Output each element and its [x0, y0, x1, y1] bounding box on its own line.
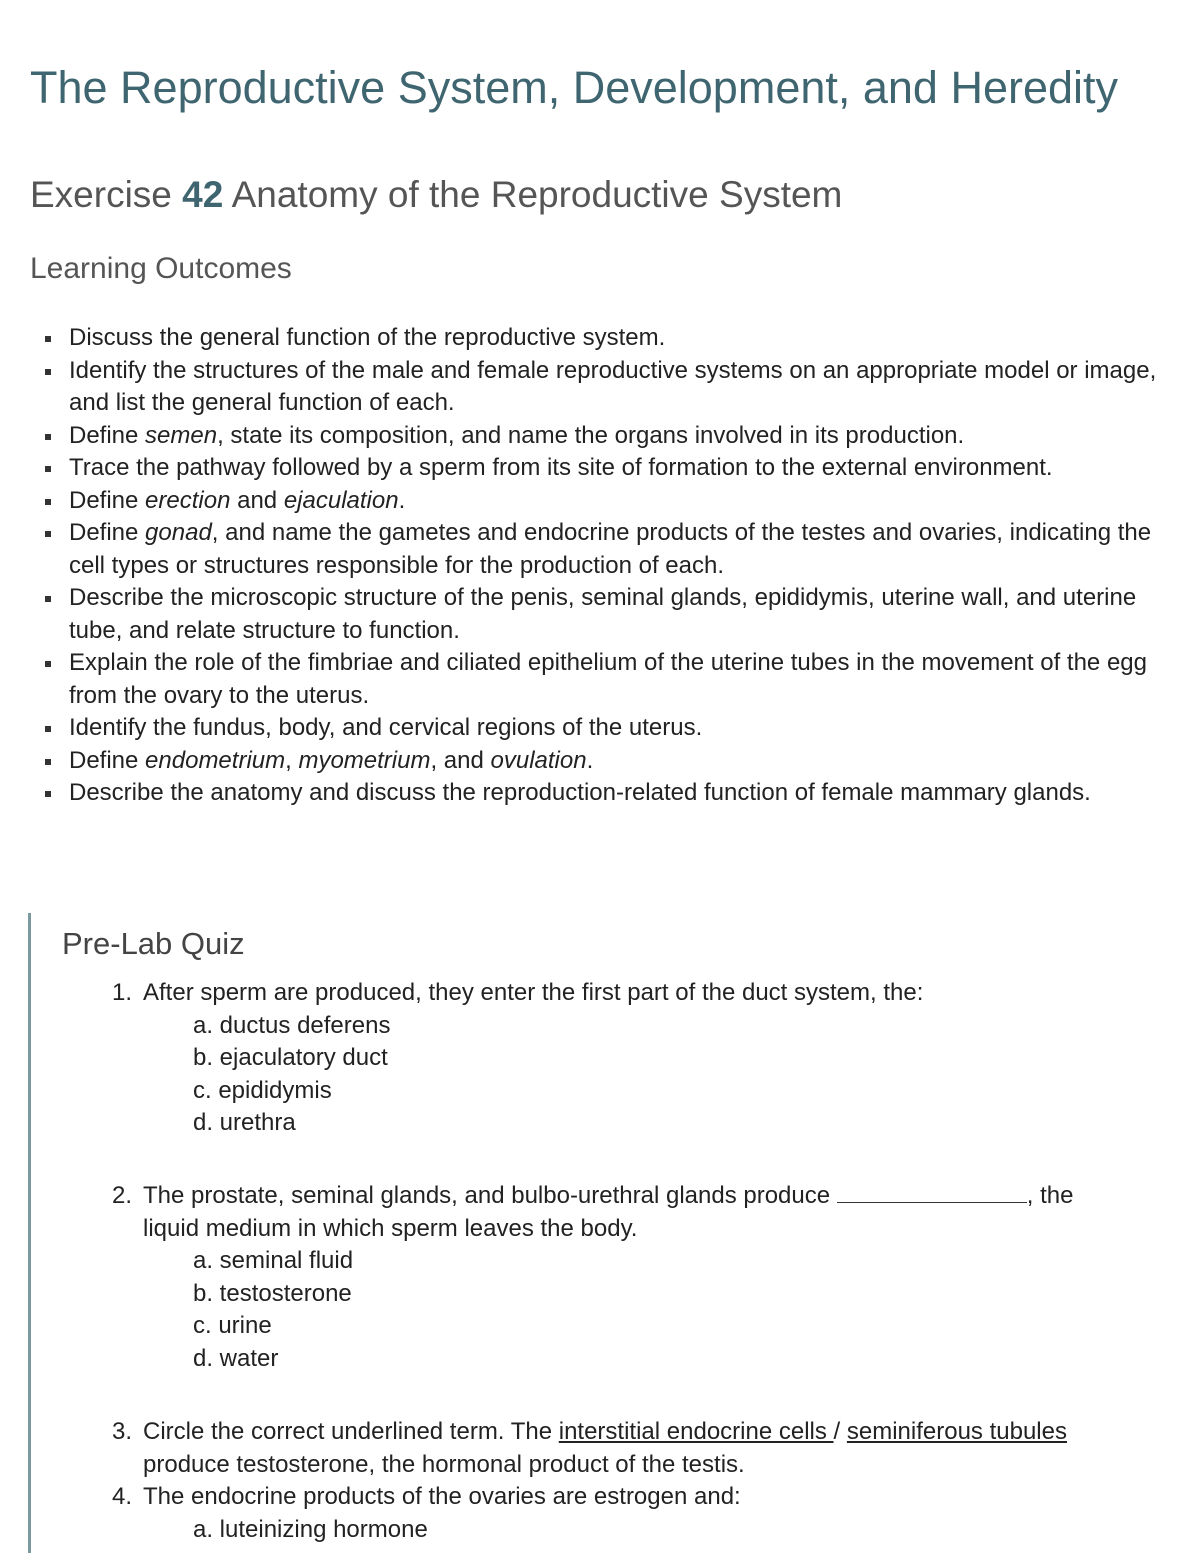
defined-term: endometrium [145, 746, 286, 774]
question-number: 2. [112, 1182, 133, 1209]
outcome-text: Define [69, 486, 146, 514]
outcome-text: , state its composition, and name the organs involved in its production. [217, 421, 965, 449]
question-tail: produce testosterone, the hormonal product of the testis. [143, 1450, 745, 1478]
question-text [143, 1180, 1123, 1245]
outcome-text: , [285, 746, 299, 774]
outcome-text: , and name the gametes and endocrine products of the testes and ovaries, indicating the cell types or structures responsible for the production of each. [69, 519, 1152, 579]
question-number: 1. [112, 979, 133, 1006]
question-number: 4. [112, 1483, 133, 1510]
learning-outcome-item [42, 485, 1172, 518]
page-title: The Reproductive System, Development, and Heredity [30, 62, 1119, 113]
defined-term: myometrium [298, 746, 431, 774]
answer-option[interactable]: a. ductus deferens [193, 1011, 391, 1039]
learning-outcome-item [42, 582, 1172, 647]
quiz-question-2 [112, 1180, 1123, 1375]
learning-outcomes-heading: Learning Outcomes [30, 252, 292, 285]
outcome-text: Define [69, 746, 146, 774]
learning-outcome-item [42, 712, 1172, 745]
outcome-text: . [586, 746, 594, 774]
outcome-text: Explain the role of the fimbriae and ciliated epithelium of the uterine tubes in the movement of the egg from the ovary to the uterus. [69, 649, 1147, 709]
exercise-heading [30, 174, 842, 216]
answer-option[interactable]: a. seminal fluid [193, 1247, 354, 1274]
learning-outcome-item [42, 517, 1172, 582]
outcome-text: Define [69, 519, 146, 546]
learning-outcomes-list [42, 322, 1172, 810]
answer-options [193, 1010, 1123, 1140]
learning-outcome-item [42, 355, 1172, 420]
question-number: 3. [112, 1418, 133, 1445]
outcome-text: . [398, 486, 406, 514]
question-text: The endocrine products of the ovaries are estrogen and: [143, 1483, 741, 1510]
defined-term: gonad [145, 519, 212, 546]
answer-options [193, 1245, 1123, 1375]
learning-outcome-item [42, 452, 1172, 485]
outcome-text: Describe the anatomy and discuss the reproduction-related function of female mammary glands. [69, 779, 1091, 806]
outcome-text: Describe the microscopic structure of the penis, seminal glands, epididymis, uterine wall, and uterine tube, and relate structure to function. [69, 584, 1137, 644]
outcome-text: Trace the pathway followed by a sperm from its site of formation to the external environment. [69, 454, 1053, 481]
exercise-number: 42 [182, 174, 224, 215]
question-lead: Circle the correct underlined term. The [143, 1418, 559, 1445]
outcome-text: Define [69, 421, 146, 449]
answer-option[interactable]: c. epididymis [193, 1076, 332, 1104]
outcome-text: Discuss the general function of the reproductive system. [69, 324, 666, 351]
answer-option[interactable]: b. testosterone [193, 1279, 352, 1307]
outcome-text: Identify the fundus, body, and cervical regions of the uterus. [69, 714, 703, 741]
learning-outcome-item [42, 745, 1172, 778]
question-text: After sperm are produced, they enter the first part of the duct system, the: [143, 979, 924, 1006]
outcome-text: and [230, 486, 284, 514]
pre-lab-quiz-heading: Pre-Lab Quiz [62, 926, 245, 961]
exercise-name: Anatomy of the Reproductive System [231, 174, 843, 215]
term-separator: / [833, 1418, 847, 1445]
answer-option[interactable]: a. luteinizing hormone [193, 1515, 428, 1543]
answer-option[interactable]: b. ejaculatory duct [193, 1044, 388, 1071]
quiz-accent-bar [28, 913, 31, 1553]
answer-option[interactable]: d. urethra [193, 1109, 296, 1136]
defined-term: semen [145, 421, 218, 449]
defined-term: erection [145, 486, 231, 514]
learning-outcome-item [42, 322, 1172, 355]
answer-option[interactable]: c. urine [193, 1312, 272, 1339]
quiz-question-4 [112, 1481, 1123, 1546]
outcome-text: , and [430, 746, 491, 774]
fill-in-blank[interactable] [837, 1182, 1027, 1203]
defined-term: ejaculation [283, 486, 399, 514]
learning-outcome-item [42, 420, 1172, 453]
answer-option[interactable]: d. water [193, 1344, 279, 1372]
learning-outcome-item [42, 647, 1172, 712]
question-text [143, 1416, 1123, 1481]
question-text-before: The prostate, seminal glands, and bulbo-urethral glands produce [143, 1182, 837, 1209]
defined-term: ovulation [490, 746, 587, 774]
quiz-question-1 [112, 977, 1123, 1140]
exercise-prefix: Exercise [30, 174, 172, 215]
answer-options [193, 1514, 1123, 1547]
learning-outcome-item [42, 777, 1172, 810]
outcome-text: Identify the structures of the male and female reproductive systems on an appropriate model or image, and list the general function of each. [69, 356, 1157, 416]
underlined-term-1[interactable]: interstitial endocrine cells [558, 1418, 834, 1445]
question-text-after: , the liquid medium in which sperm leaves the body. [143, 1182, 1074, 1242]
quiz-question-3 [112, 1416, 1123, 1481]
underlined-term-2[interactable]: seminiferous tubules [846, 1418, 1067, 1445]
